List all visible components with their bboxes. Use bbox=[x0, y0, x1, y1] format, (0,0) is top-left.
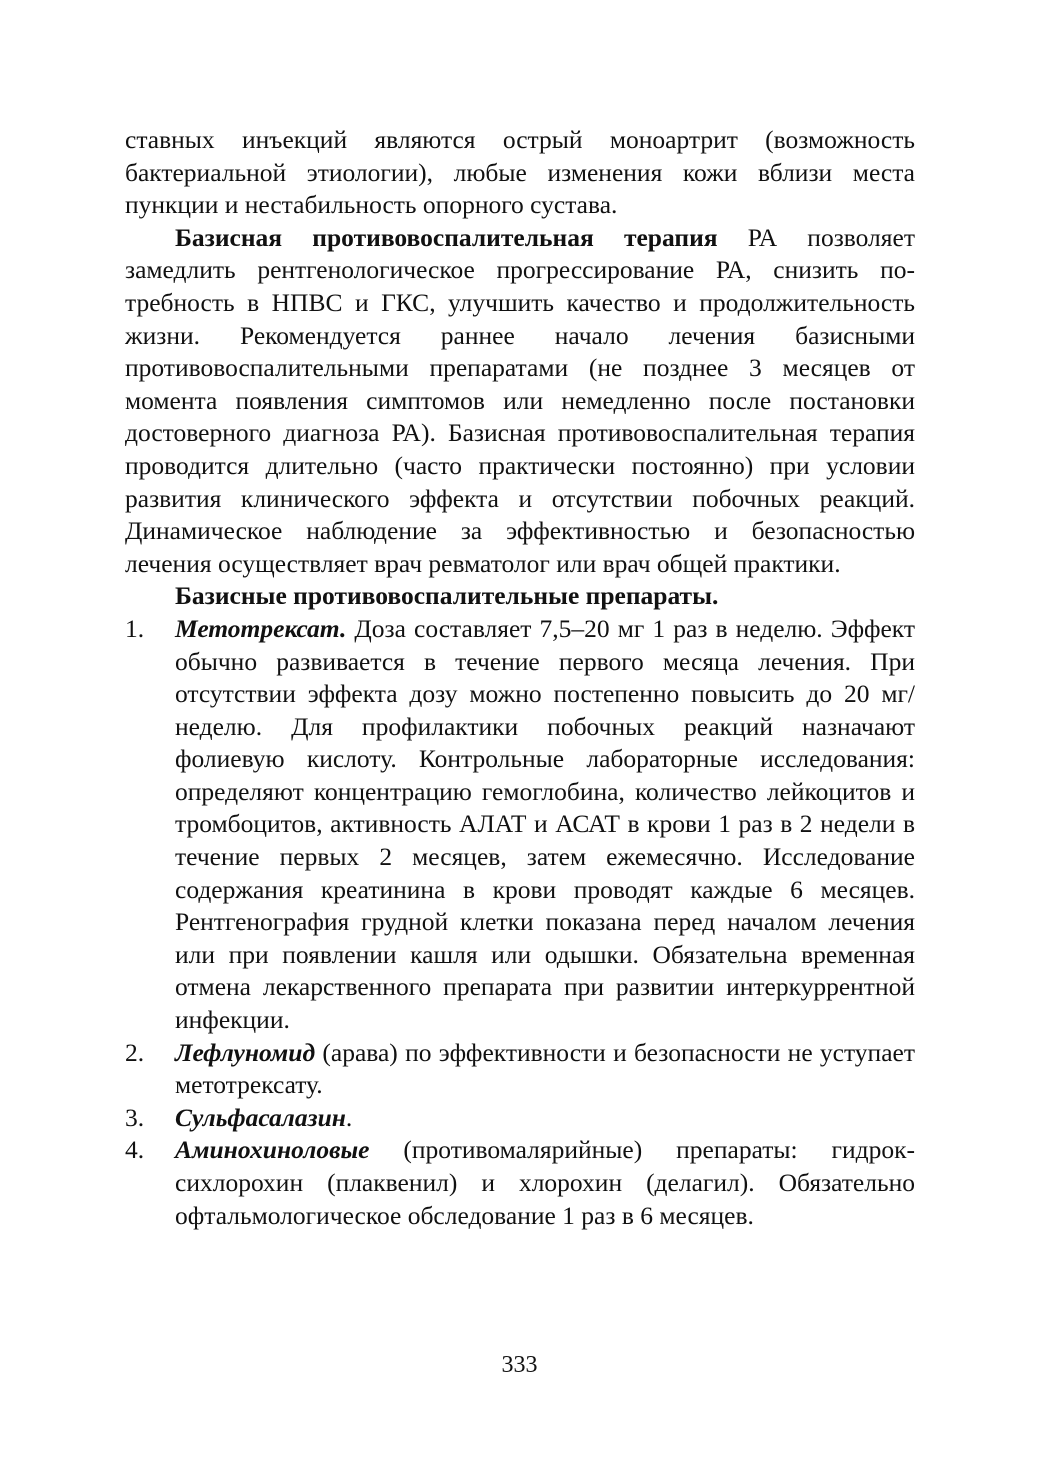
list-item-term: Аминохиноловые bbox=[175, 1135, 370, 1165]
drug-list bbox=[125, 613, 915, 1232]
section-heading: Базисные противовоспалительные препараты. bbox=[175, 581, 719, 611]
paragraph-basic-therapy bbox=[125, 222, 915, 581]
list-item-number: 4. bbox=[125, 1135, 145, 1165]
list-item bbox=[125, 613, 915, 1037]
paragraph-basic-therapy-text: РА позволяет замедлить рентгенологическое прогрессирование РА, снизить потребность в НПВС и ГКС, улучшить качество и продолжительность жизни. Рекомендуется раннее начало лечения базисными противовоспалительными препаратами (не позднее 3 месяцев от момента появления симптомов или немедленно после постановки достоверного диагноза РА). Базисная противовоспалительная терапия проводится длительно (часто практически постоянно) при условии развития клинического эффекта и отсутствии побочных реакций. Динамическое наблюдение за эффективностью и безопасностью лечения осуществляет врач ревматолог или врач общей практики. bbox=[125, 222, 915, 578]
list-item-text: . bbox=[345, 1102, 353, 1132]
list-item-term: Лефлуномид bbox=[175, 1037, 316, 1067]
paragraph-basic-therapy-term: Базисная противовоспалительная терапия bbox=[175, 222, 718, 252]
page-body bbox=[125, 124, 915, 1232]
list-item-number: 3. bbox=[125, 1102, 145, 1132]
list-item-term: Сульфасалазин bbox=[175, 1102, 346, 1132]
list-item-text: Доза составляет 7,5–20 мг 1 раз в неделю. Эффект обычно развивается в течение первого месяца лечения. При отсутствии эффекта дозу можно постепенно повысить до 20 мг/неделю. Для профилактики побочных реакций назначают фолиевую кислоту. Контрольные лабораторные исследования: определяют концентрацию гемоглобина, количество лейкоцитов и тромбоцитов, активность АЛАТ и АСАТ в крови 1 раз в 2 недели в течение первых 2 месяцев, затем ежемесячно. Исследование содержания креатинина в крови проводят каждые 6 месяцев. Рентгенография грудной клетки показана перед началом лечения или при появлении кашля или одышки. Обязательна временная отмена лекарственного препарата при развитии интеркуррентной инфекции. bbox=[175, 613, 915, 1035]
list-item bbox=[125, 1134, 915, 1232]
list-item-text: (арава) по эффективности и безопасности не уступает метотрексату. bbox=[175, 1037, 915, 1100]
list-item-text: (противомалярийные) препараты: гидроксихлорохин (плаквенил) и хлорохин (делагил). Обязательно офтальмологическое обследование 1 раз в 6 месяцев. bbox=[175, 1135, 915, 1230]
list-item bbox=[125, 1102, 915, 1135]
list-item-number: 2. bbox=[125, 1037, 145, 1067]
paragraph-contraindications: ставных инъекций являются острый моноартрит (возможность бактериальной этиологии), любые изменения кожи вблизи места пункции и нестабильность опорного сустава. bbox=[125, 125, 915, 220]
list-item-term: Метотрексат. bbox=[175, 613, 347, 643]
page-number: 333 bbox=[501, 1352, 538, 1378]
list-item-number: 1. bbox=[125, 613, 145, 643]
list-item bbox=[125, 1037, 915, 1102]
